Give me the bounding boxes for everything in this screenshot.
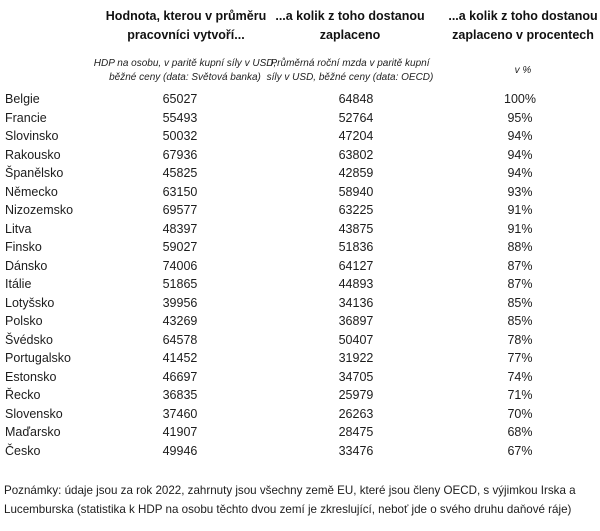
table-row bbox=[0, 294, 600, 313]
table-row bbox=[0, 331, 600, 350]
wage-value: 58940 bbox=[338, 184, 374, 199]
country-label: Portugalsko bbox=[5, 351, 72, 365]
country-label: Estonsko bbox=[5, 369, 57, 384]
country-label: Litva bbox=[5, 221, 32, 236]
country-label: Finsko bbox=[5, 240, 42, 254]
country-label: Belgie bbox=[5, 92, 40, 106]
table-row bbox=[0, 238, 600, 257]
wage-value: 25979 bbox=[338, 388, 374, 402]
pct-value: 87% bbox=[507, 258, 533, 273]
wage-value: 34136 bbox=[338, 295, 374, 310]
wage-value: 43875 bbox=[338, 221, 374, 236]
column-title-pct: ...a kolik z toho dostanou zaplaceno v procentech bbox=[448, 9, 598, 42]
column-subtitle-pct: v % bbox=[514, 65, 532, 76]
pct-value: 71% bbox=[507, 388, 533, 402]
pct-value: 94% bbox=[507, 147, 533, 162]
gdp-value: 41907 bbox=[162, 425, 198, 439]
pct-value: 100% bbox=[504, 92, 536, 106]
table-row bbox=[0, 405, 600, 424]
pct-value: 67% bbox=[507, 443, 533, 458]
wage-value: 63225 bbox=[338, 203, 374, 217]
table-row bbox=[0, 201, 600, 220]
gdp-value: 39956 bbox=[162, 295, 198, 310]
pct-value: 77% bbox=[507, 351, 533, 365]
pct-value: 91% bbox=[507, 203, 533, 217]
country-label: Řecko bbox=[5, 388, 41, 402]
table-row bbox=[0, 90, 600, 109]
wage-value: 34705 bbox=[338, 369, 374, 384]
gdp-value: 74006 bbox=[162, 258, 198, 273]
table-row bbox=[0, 164, 600, 183]
table-row bbox=[0, 257, 600, 276]
pct-value: 74% bbox=[507, 369, 533, 384]
table-row bbox=[0, 275, 600, 294]
gdp-value: 69577 bbox=[162, 203, 198, 217]
gdp-value: 48397 bbox=[162, 221, 198, 236]
column-title-gdp: Hodnota, kterou v průměru pracovníci vytvoří... bbox=[105, 9, 267, 42]
country-label: Švédsko bbox=[5, 332, 53, 347]
pct-value: 91% bbox=[507, 221, 533, 236]
country-label: Německo bbox=[5, 184, 58, 199]
wage-value: 26263 bbox=[338, 406, 374, 421]
table-row bbox=[0, 312, 600, 331]
wage-value: 31922 bbox=[338, 351, 374, 365]
country-label: Lotyšsko bbox=[5, 295, 55, 310]
gdp-value: 37460 bbox=[162, 406, 198, 421]
gdp-value: 63150 bbox=[162, 184, 198, 199]
table-row bbox=[0, 220, 600, 239]
gdp-value: 64578 bbox=[162, 332, 198, 347]
country-label: Itálie bbox=[5, 277, 32, 291]
wage-value: 63802 bbox=[338, 147, 374, 162]
table-row bbox=[0, 183, 600, 202]
country-label: Španělsko bbox=[5, 166, 64, 180]
table-row bbox=[0, 442, 600, 461]
pct-value: 88% bbox=[507, 240, 533, 254]
wage-value: 51836 bbox=[338, 240, 374, 254]
table-row bbox=[0, 146, 600, 165]
country-label: Česko bbox=[5, 443, 41, 458]
gdp-value: 46697 bbox=[162, 369, 198, 384]
country-label: Nizozemsko bbox=[5, 203, 74, 217]
wage-value: 36897 bbox=[338, 314, 374, 328]
pct-value: 93% bbox=[507, 184, 533, 199]
pct-value: 87% bbox=[507, 277, 533, 291]
gdp-value: 51865 bbox=[162, 277, 198, 291]
wage-value: 44893 bbox=[338, 277, 374, 291]
country-label: Polsko bbox=[5, 314, 43, 328]
gdp-value: 67936 bbox=[162, 147, 198, 162]
table-header-titles bbox=[0, 7, 600, 51]
column-title-wage: ...a kolik z toho dostanou zaplaceno bbox=[275, 9, 425, 42]
pct-value: 85% bbox=[507, 314, 533, 328]
wage-value: 42859 bbox=[338, 166, 374, 180]
column-subtitle-gdp: HDP na osobu, v paritě kupní síly v USD, běžné ceny (data: Světová banka) bbox=[93, 58, 277, 83]
gdp-value: 55493 bbox=[162, 110, 198, 125]
table-row bbox=[0, 127, 600, 146]
country-label: Dánsko bbox=[5, 258, 48, 273]
pct-value: 85% bbox=[507, 295, 533, 310]
column-subtitle-wage: Průměrná roční mzda v paritě kupní síly v USD, běžné ceny (data: OECD) bbox=[266, 58, 434, 83]
pct-value: 94% bbox=[507, 129, 533, 143]
wage-value: 64848 bbox=[338, 92, 374, 106]
gdp-value: 45825 bbox=[162, 166, 198, 180]
gdp-value: 59027 bbox=[162, 240, 198, 254]
table-row bbox=[0, 368, 600, 387]
footnote-line-2: Lucemburska (statistika k HDP na osobu těchto dvou zemí je zkreslující, neboť jde o svého druhu daňové ráje) bbox=[4, 502, 572, 516]
gdp-value: 36835 bbox=[162, 388, 198, 402]
wage-value: 33476 bbox=[338, 443, 374, 458]
pct-value: 70% bbox=[507, 406, 533, 421]
footnotes bbox=[0, 482, 600, 519]
wage-value: 64127 bbox=[338, 258, 374, 273]
gdp-value: 50032 bbox=[162, 129, 198, 143]
table-row bbox=[0, 423, 600, 442]
pct-value: 68% bbox=[507, 425, 533, 439]
country-label: Slovinsko bbox=[5, 129, 59, 143]
wage-value: 52764 bbox=[338, 110, 374, 125]
table-row bbox=[0, 386, 600, 405]
wage-value: 50407 bbox=[338, 332, 374, 347]
country-label: Francie bbox=[5, 110, 47, 125]
gdp-value: 43269 bbox=[162, 314, 198, 328]
gdp-value: 65027 bbox=[162, 92, 198, 106]
country-label: Rakousko bbox=[5, 147, 61, 162]
table-header-subtitles bbox=[0, 57, 600, 84]
gdp-value: 49946 bbox=[162, 443, 198, 458]
pct-value: 94% bbox=[507, 166, 533, 180]
wage-value: 28475 bbox=[338, 425, 374, 439]
gdp-value: 41452 bbox=[162, 351, 198, 365]
table-row bbox=[0, 109, 600, 128]
pct-value: 78% bbox=[507, 332, 533, 347]
table-body bbox=[0, 90, 600, 460]
wage-value: 47204 bbox=[338, 129, 374, 143]
country-label: Maďarsko bbox=[5, 425, 61, 439]
footnote-line-1: Poznámky: údaje jsou za rok 2022, zahrnuty jsou všechny země EU, které jsou členy OECD, s výjimkou Irska a bbox=[4, 484, 576, 497]
table-row bbox=[0, 349, 600, 368]
pct-value: 95% bbox=[507, 110, 533, 125]
country-label: Slovensko bbox=[5, 406, 63, 421]
